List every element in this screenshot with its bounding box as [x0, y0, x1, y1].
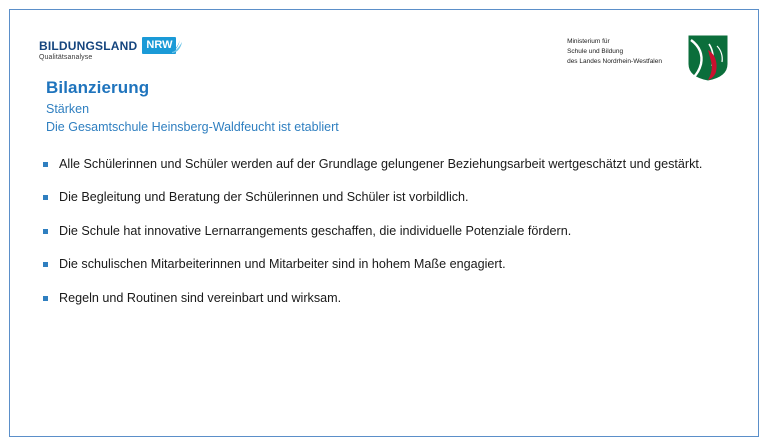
page-subtitle-2: Die Gesamtschule Heinsberg-Waldfeucht ist etabliert	[46, 120, 339, 134]
logo-text	[39, 38, 137, 61]
bullet-square-icon	[43, 195, 48, 200]
ministry-block	[567, 37, 662, 66]
list-item-text: Alle Schülerinnen und Schüler werden auf der Grundlage gelungener Beziehungsarbeit wertgeschätzt und gestärkt.	[59, 157, 703, 171]
bildungsland-logo	[39, 38, 176, 61]
list-item-text: Regeln und Routinen sind vereinbart und wirksam.	[59, 290, 342, 305]
logo-subtitle: Qualitätsanalyse	[39, 54, 93, 61]
bullet-list	[43, 156, 733, 323]
bullet-square-icon	[43, 229, 48, 234]
slide-frame	[9, 9, 759, 437]
page-title: Bilanzierung	[46, 78, 150, 97]
list-item	[43, 189, 733, 206]
bullet-square-icon	[43, 162, 48, 167]
bullet-square-icon	[43, 262, 48, 267]
nrw-coat-of-arms-icon	[687, 34, 729, 82]
nrw-badge	[142, 37, 176, 54]
list-item-text: Die schulischen Mitarbeiterinnen und Mitarbeiter sind in hohem Maße engagiert.	[59, 257, 506, 272]
list-item-text: Die Schule hat innovative Lernarrangements geschaffen, die individuelle Potenziale fördern.	[59, 223, 572, 238]
title-area	[46, 78, 339, 134]
list-item-text: Die Begleitung und Beratung der Schülerinnen und Schüler ist vorbildlich.	[59, 190, 469, 205]
ministry-line-1: Ministerium für	[567, 38, 610, 45]
list-item	[43, 223, 733, 240]
list-item	[43, 156, 733, 173]
page-subtitle-1: Stärken	[46, 102, 90, 116]
swoosh-icon	[169, 39, 183, 53]
ministry-line-3: des Landes Nordrhein-Westfalen	[567, 57, 662, 65]
list-item	[43, 290, 733, 307]
logo-title: BILDUNGSLAND	[39, 39, 138, 53]
list-item	[43, 256, 733, 273]
nrw-badge-label: NRW	[146, 39, 173, 51]
bullet-square-icon	[43, 296, 48, 301]
ministry-line-2: Schule und Bildung	[567, 47, 624, 55]
